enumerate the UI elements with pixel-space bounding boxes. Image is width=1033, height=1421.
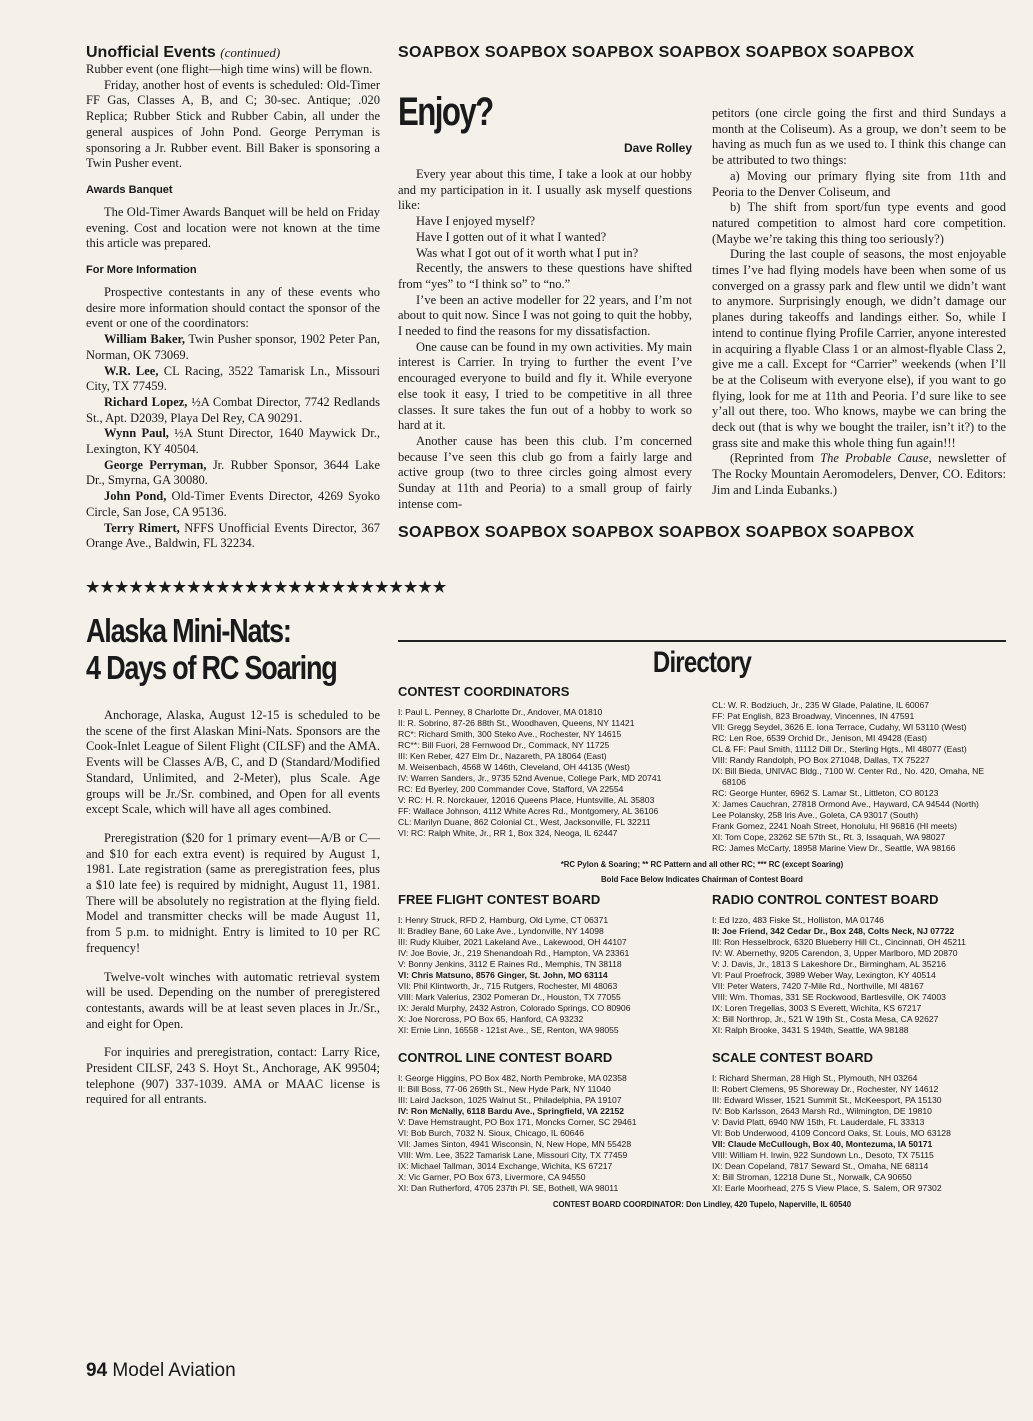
contact-entry: William Baker, Twin Pusher sponsor, 1902 Peter Pan, Norman, OK 73069. — [86, 332, 380, 362]
enjoy-title: Enjoy? — [398, 90, 493, 134]
magazine-name: Model Aviation — [112, 1360, 236, 1381]
directory-entry: Lee Polansky, 258 Iris Ave., Goleta, CA 93017 (South) — [712, 810, 919, 820]
directory-entry: IX: Loren Tregellas, 3003 S Everett, Wichita, KS 67217 — [712, 1003, 922, 1013]
banquet-heading: Awards Banquet — [86, 183, 173, 196]
directory-entry: X: Vic Garner, PO Box 673, Livermore, CA 94550 — [398, 1172, 586, 1182]
directory-entry: IV: Joe Bovie, Jr., 219 Shenandoah Rd., Hampton, VA 23361 — [398, 948, 630, 958]
directory-entry: I: Richard Sherman, 28 High St., Plymouth, NH 03264 — [712, 1073, 918, 1083]
directory-entry: VIII: Wm. Lee, 3522 Tamarisk Lane, Missouri City, TX 77459 — [398, 1150, 628, 1160]
directory-entry: VI: Chris Matsuno, 8576 Ginger, St. John, MO 63114 — [398, 970, 608, 980]
directory-entry: CL & FF: Paul Smith, 11112 Dill Dr., Sterling Hgts., MI 48077 (East) — [712, 744, 967, 754]
contact-entry: Richard Lopez, ½A Combat Director, 7742 Redlands St., Apt. D2039, Playa Del Rey, CA 90291. — [86, 394, 380, 425]
ff-list — [398, 915, 692, 1036]
directory-entry: XI: Ralph Brooke, 3431 S 194th, Seattle, WA 98188 — [712, 1025, 909, 1035]
cl-heading: CONTROL LINE CONTEST BOARD — [398, 1050, 613, 1065]
directory-entry: II: Bill Boss, 77-06 269th St., New Hyde Park, NY 11040 — [398, 1084, 611, 1094]
directory-entry: VIII: Randy Randolph, PO Box 271048, Dallas, TX 75227 — [712, 755, 930, 765]
directory-entry: IX: Michael Tallman, 3014 Exchange, Wichita, KS 67217 — [398, 1161, 613, 1171]
directory-entry: VII: James Sinton, 4941 Wisconsin, N, New Hope, MN 55428 — [398, 1139, 632, 1149]
alaska-paragraph-1: Anchorage, Alaska, August 12-15 is scheduled to be the scene of the first Alaskan Mini-Nats. Sponsors are the Cook-Inlet League of Silent Flight (CILSF) and the AMA. Events will be Classes A/B, C, and D (Standard/Modified Standard, Unlimited, and 2-Meter), plus Scale. Age groups will be Jr./Sr. combined, and Open for all events except Scale, which will have all ages combined. — [86, 707, 380, 817]
directory-entry: III: Laird Jackson, 1025 Walnut St., Philadelphia, PA 19107 — [398, 1095, 622, 1105]
directory-entry: VI: RC: Ralph White, Jr., RR 1, Box 324, Neoga, IL 62447 — [398, 828, 618, 838]
directory-entry: I: Ed Izzo, 483 Fiske St., Holliston, MA 01746 — [712, 915, 884, 925]
soapbox-paragraph: Have I gotten out of it what I wanted? — [416, 229, 607, 244]
cc-heading: CONTEST COORDINATORS — [398, 684, 570, 699]
directory-entry: I: Henry Struck, RFD 2, Hamburg, Old Lyme, CT 06371 — [398, 915, 609, 925]
soapbox-paragraph: I’ve been an active modeller for 22 years, and I’m not about to quit now. Since I was not going to quit the hobby, I needed to find the reasons for my dissatisfaction. — [398, 292, 692, 339]
directory-entry: VII: Claude McCullough, Box 40, Montezuma, IA 50171 — [712, 1139, 933, 1149]
directory-entry: XI: Tom Cope, 23262 SE 57th St., Rt. 3, Issaquah, WA 98027 — [712, 832, 946, 842]
contact-entry: George Perryman, Jr. Rubber Sponsor, 3644 Lake Dr., Smyrna, GA 30080. — [86, 457, 380, 488]
soapbox-col-1 — [398, 62, 692, 512]
directory-entry: M. Weisenbach, 4568 W 146th, Cleveland, OH 44135 (West) — [398, 762, 630, 772]
soapbox-section — [398, 44, 1006, 542]
soapbox-paragraph: Was what I got out of it worth what I put in? — [416, 245, 639, 260]
directory-entry: RC: Ed Byerley, 200 Commander Cove, Stafford, VA 22554 — [398, 784, 624, 794]
alaska-paragraph-3: Twelve-volt winches with automatic retrieval system will be used. Depending on the number of preregistered contestants, awards will be at least seven places in Jr./Sr., and eight for Open. — [86, 969, 380, 1031]
contact-entry: John Pond, Old-Timer Events Director, 4269 Syoko Circle, San Jose, CA 95136. — [86, 489, 380, 519]
scale-list — [712, 1073, 1006, 1194]
directory-entry: IV: Ron McNally, 6118 Bardu Ave., Springfield, VA 22152 — [398, 1106, 625, 1116]
contact-entry: Wynn Paul, ½A Stunt Director, 1640 Maywick Dr., Lexington, KY 40504. — [86, 426, 380, 457]
directory-entry: RC: George Hunter, 6962 S. Lamar St., Littleton, CO 80123 — [712, 788, 939, 798]
soapbox-banner-top: SOAPBOX SOAPBOX SOAPBOX SOAPBOX SOAPBOX SOAPBOX — [398, 44, 915, 61]
directory-entry: II: Robert Clemens, 95 Shoreway Dr., Rochester, NY 14612 — [712, 1084, 939, 1094]
rc-list — [712, 915, 1006, 1036]
soapbox-paragraph: Have I enjoyed myself? — [416, 214, 536, 229]
directory-entry: V: RC: H. R. Norckauer, 12016 Queens Place, Huntsville, AL 35803 — [398, 795, 655, 805]
directory-entry: II: Bradley Bane, 60 Lake Ave., Lyndonville, NY 14098 — [398, 926, 604, 936]
directory-section — [398, 640, 1006, 1209]
page-number: 94 — [86, 1360, 108, 1381]
info-heading: For More Information — [86, 264, 197, 277]
soapbox-paragraph: During the last couple of seasons, the most enjoyable times I’ve had flying models have been when some of us converged on a grassy park and flew until we didn’t want to anymore. Surprisingly enough, we didn’t damage our planes during takeoffs and landings either. So, while I intend to continue flying Profile Carrier, anyone interested in acquiring a flyable Class 1 or an almost-flyable Class 2, give me a call. Except for “Carrier” weekends (when I’ll be at the Coliseum with everyone else), if you want to go flying, look for me at 11th and Peoria. I’d sure like to see y’all out there, too. Who knows, maybe we can bring the deck out (that is why we bought the trailer, isn’t it?) to the grass site and make this whole thing fun again!!! — [712, 247, 1006, 450]
directory-entry: XI: Earle Moorhead, 275 S View Place, S. Salem, OR 97302 — [712, 1183, 942, 1193]
directory-entry: VII: Gregg Seydel, 3626 E. Iona Terrace, Cudahy, WI 53110 (West) — [712, 722, 967, 732]
cl-list — [398, 1073, 692, 1194]
directory-entry: FF: Pat English, 823 Broadway, Vincennes, IN 47591 — [712, 711, 915, 721]
soapbox-paragraph: Recently, the answers to these questions have shifted from “yes” to “I think so” to “no.” — [398, 261, 692, 291]
intro-paragraph: Rubber event (one flight—high time wins) will be flown. — [86, 62, 373, 76]
unofficial-events-heading: Unofficial Events (continued) — [86, 44, 281, 61]
directory-entry: IV: Warren Sanders, Jr., 9735 52nd Avenue, College Park, MD 20741 — [398, 773, 662, 783]
cc-list-left — [398, 707, 692, 839]
directory-entry: II: Joe Friend, 342 Cedar Dr., Box 248, Colts Neck, NJ 07722 — [712, 926, 955, 936]
author-byline: Dave Rolley — [623, 141, 692, 155]
contact-entry: W.R. Lee, CL Racing, 3522 Tamarisk Ln., Missouri City, TX 77459. — [86, 363, 380, 394]
directory-entry: CL: Marilyn Duane, 862 Colonial Ct., West, Jacksonville, FL 32211 — [398, 817, 651, 827]
directory-entry: VI: Bob Underwood, 4109 Concord Oaks, St. Louis, MO 63128 — [712, 1128, 951, 1138]
directory-entry: VI: Bob Burch, 7032 N. Sioux, Chicago, IL 60646 — [398, 1128, 584, 1138]
star-divider: ★★★★★★★★★★★★★★★★★★★★★★★★★ — [86, 578, 448, 596]
soapbox-paragraph: petitors (one circle going the first and third Sundays a month at the Coliseum). As a group, we don’t seem to be having as much fun as we used to. I think this change can be attributed to two things: — [712, 106, 1006, 168]
directory-entry: VIII: Wm. Thomas, 331 SE Rockwood, Bartlesville, OK 74003 — [712, 992, 946, 1002]
directory-entry: IX: Jerald Murphy, 2432 Astron, Colorado Springs, CO 80906 — [398, 1003, 631, 1013]
directory-entry: IX: Bill Bieda, UNIVAC Bldg., 7100 W. Center Rd., No. 420, Omaha, NE 68106 — [712, 766, 985, 787]
directory-entry: III: Rudy Kluiber, 2021 Lakeland Ave., Lakewood, OH 44107 — [398, 937, 627, 947]
directory-entry: CL: W. R. Bodziuch, Jr., 235 W Glade, Palatine, IL 60067 — [712, 700, 930, 710]
page-footer — [86, 1360, 236, 1382]
directory-entry: X: James Cauchran, 27818 Ormond Ave., Hayward, CA 94544 (North) — [712, 799, 979, 809]
directory-entry: V: David Platt, 6940 NW 15th, Ft. Lauderdale, FL 33313 — [712, 1117, 925, 1127]
ff-heading: FREE FLIGHT CONTEST BOARD — [398, 892, 601, 907]
directory-title: Directory — [652, 646, 752, 679]
directory-entry: RC: James McCarty, 18958 Marine View Dr., Seattle, WA 98166 — [712, 843, 956, 853]
directory-entry: X: Bill Northrop, Jr., 521 W 19th St., Costa Mesa, CA 92627 — [712, 1014, 939, 1024]
directory-entry: X: Joe Norcross, PO Box 65, Hanford, CA 93232 — [398, 1014, 584, 1024]
cc-list-right — [712, 700, 1006, 854]
directory-entry: VII: Phil Klintworth, Jr., 715 Rutgers, Rochester, MI 48063 — [398, 981, 618, 991]
directory-entry: VIII: William H. Irwin, 922 Sundown Ln., Desoto, TX 75115 — [712, 1150, 934, 1160]
directory-entry: RC: Len Roe, 6539 Orchid Dr., Jenison, MI 49428 (East) — [712, 733, 927, 743]
cc-footnote: *RC Pylon & Soaring; ** RC Pattern and all other RC; *** RC (except Soaring) — [560, 860, 844, 869]
directory-entry: III: Ron Hesselbrock, 6320 Blueberry Hill Ct., Cincinnati, OH 45211 — [712, 937, 966, 947]
directory-entry: Frank Gomez, 2241 Noah Street, Honolulu, HI 96816 (HI meets) — [712, 821, 958, 831]
alaska-paragraph-4: For inquiries and preregistration, contact: Larry Rice, President CILSF, 243 S. Hoyt St., Anchorage, AK 99504; telephone (907) 337-1039. AMA or MAAC license is required for all entrants. — [86, 1045, 380, 1107]
soapbox-paragraph: Another cause has been this club. I’m concerned because I’ve seen this club go from a fairly large and active group (two to three circles going almost every Sunday at 11th and Peoria) to a small group of fairly intense com- — [398, 433, 692, 511]
directory-entry: V: Dave Hemstraught, PO Box 171, Moncks Corner, SC 29461 — [398, 1117, 637, 1127]
soapbox-paragraph: a) Moving our primary flying site from 11th and Peoria to the Denver Coliseum, and — [712, 168, 1006, 199]
directory-entry: III: Ken Reber, 427 Elm Dr., Nazareth, PA 18064 (East) — [398, 751, 607, 761]
contact-list — [86, 332, 380, 552]
directory-entry: XI: Ernie Linn, 16558 - 121st Ave., SE, Renton, WA 98055 — [398, 1025, 619, 1035]
directory-entry: II: R. Sobrino, 87-26 88th St., Woodhaven, Queens, NY 11421 — [398, 718, 635, 728]
soapbox-col-2 — [712, 106, 1006, 512]
directory-entry: V: J. Davis, Jr., 1813 S Lakeshore Dr., Birmingham, AL 35216 — [712, 959, 946, 969]
soapbox-paragraph: One cause can be found in my own activities. My main interest is Carrier. In trying to further the event I’ve encouraged everyone to build and fly it. While everyone else took it easy, I tried to be competitive in all three classes. It sure takes the fun out of a hobby to work so hard at it. — [398, 339, 692, 433]
directory-entry: IV: W. Abernethy, 9205 Carendon, 3, Upper Marlboro, MD 20870 — [712, 948, 958, 958]
directory-entry: IX: Dean Copeland, 7817 Seward St., Omaha, NE 68114 — [712, 1161, 929, 1171]
contact-entry: Terry Rimert, NFFS Unofficial Events Director, 367 Orange Ave., Baldwin, FL 32234. — [86, 520, 380, 551]
soapbox-paragraph: b) The shift from sport/fun type events and good natured competition to almost hard core competition. (Maybe we’re taking this thing too seriously?) — [712, 200, 1006, 246]
directory-entry: RC*: Richard Smith, 300 Steko Ave., Rochester, NY 14615 — [398, 729, 622, 739]
rc-heading: RADIO CONTROL CONTEST BOARD — [712, 892, 939, 907]
alaska-title: Alaska Mini-Nats: 4 Days of RC Soaring — [86, 611, 337, 686]
directory-entry: V: Bonny Jenkins, 3112 E Raines Rd., Memphis, TN 38118 — [398, 959, 622, 969]
directory-entry: RC**: Bill Fuori, 28 Fernwood Dr., Commack, NY 11725 — [398, 740, 610, 750]
directory-entry: IV: Bob Karlsson, 2643 Marsh Rd., Wilmington, DE 19810 — [712, 1106, 932, 1116]
directory-entry: FF: Wallace Johnson, 4112 White Acres Rd., Montgomery, AL 36106 — [398, 806, 659, 816]
directory-entry: VI: Paul Proefrock, 3989 Weber Way, Lexington, KY 40514 — [712, 970, 936, 980]
friday-paragraph: Friday, another host of events is scheduled: Old-Timer FF Gas, Classes A, B, and C; 30-sec. Antique; .020 Replica; Rubber Stick and Rubber Cabin, all under the general auspices of John Pond. George Perryman is sponsoring a Jr. Rubber event. Bill Baker is sponsoring a Twin Pusher event. — [86, 77, 380, 171]
soapbox-banner-bottom: SOAPBOX SOAPBOX SOAPBOX SOAPBOX SOAPBOX SOAPBOX — [398, 524, 915, 542]
directory-entry: VIII: Mark Valerius, 2302 Pomeran Dr., Houston, TX 77055 — [398, 992, 621, 1002]
directory-entry: X: Bill Stroman, 12218 Dune St., Norwalk, CA 90650 — [712, 1172, 912, 1182]
scale-heading: SCALE CONTEST BOARD — [712, 1050, 874, 1065]
alaska-paragraph-2: Preregistration ($20 for 1 primary event—A/B or C—and $10 for each extra event) is required by August 1, 1981. Late registration (same as preregistration fees, plus a $10 late fee) is required by midnight, August 11, 1981. There will be absolutely no registration at the flying field. Model and transmitter checks will be made August 11, from 5 p.m. to midnight. Entry is limited to 10 per RC frequency! — [86, 830, 380, 955]
directory-entry: I: Paul L. Penney, 8 Charlotte Dr., Andover, MA 01810 — [398, 707, 603, 717]
banquet-paragraph: The Old-Timer Awards Banquet will be held on Friday evening. Cost and location were not known at the time this article was prepared. — [86, 204, 380, 251]
info-paragraph: Prospective contestants in any of these events who desire more information should contact the sponsor of the event or one of the coordinators: — [86, 285, 380, 331]
soapbox-paragraph: Every year about this time, I take a look at our hobby and my participation in it. I usually ask myself questions like: — [398, 167, 692, 213]
coordinator-note: CONTEST BOARD COORDINATOR: Don Lindley, 420 Tupelo, Naperville, IL 60540 — [552, 1200, 852, 1209]
directory-entry: VII: Peter Waters, 7420 7-Mile Rd., Northville, MI 48167 — [712, 981, 924, 991]
directory-entry: XI: Dan Rutherford, 4705 237th Pl. SE, Bothell, WA 98011 — [398, 1183, 619, 1193]
directory-entry: I: George Higgins, PO Box 482, North Pembroke, MA 02358 — [398, 1073, 627, 1083]
bold-note: Bold Face Below Indicates Chairman of Contest Board — [601, 875, 803, 884]
directory-rule — [398, 640, 1006, 642]
reprint-note: (Reprinted from The Probable Cause, newsletter of The Rocky Mountain Aeromodelers, Denver, CO. Editors: Jim and Linda Eubanks.) — [712, 451, 1006, 497]
directory-entry: III: Edward Wisser, 1521 Summit St., McKeesport, PA 15130 — [712, 1095, 942, 1105]
